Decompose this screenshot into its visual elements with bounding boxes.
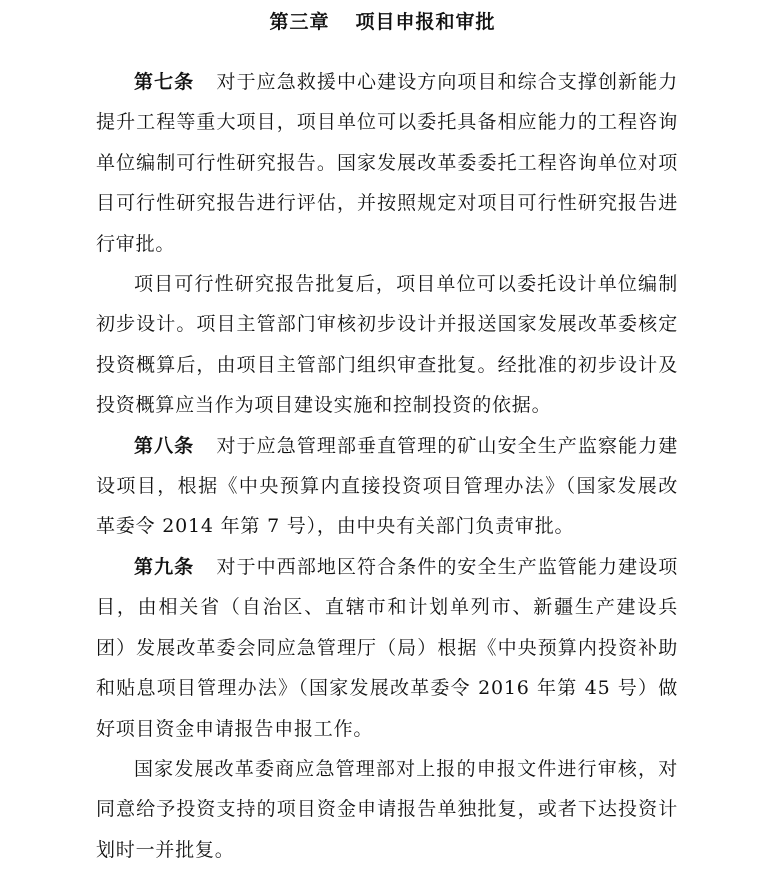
- article-7-paragraph: [96, 62, 678, 264]
- paragraph-text: 对于应急管理部垂直管理的矿山安全生产监察能力建设项目，根据《中央预算内直接投资项目管理办法》（国家发展改革委令 2014 年第 7 号），由中央有关部门负责审批。: [96, 434, 678, 538]
- article-8-paragraph: [96, 426, 678, 547]
- article-number: 第八条: [134, 434, 195, 457]
- paragraph-text: 对于中西部地区符合条件的安全生产监管能力建设项目，由相关省（自治区、直辖市和计划单列市、新疆生产建设兵团）发展改革委会同应急管理厅（局）根据《中央预算内投资补助和贴息项目管理办法》（国家发展改革委令 2016 年第 45 号）做好项目资金申请报告申报工作。: [96, 555, 678, 740]
- chapter-title: 项目申报和审批: [355, 11, 496, 33]
- paragraph-text: 项目可行性研究报告批复后，项目单位可以委托设计单位编制初步设计。项目主管部门审核初步设计并报送国家发展改革委核定投资概算后，由项目主管部门组织审查批复。经批准的初步设计及投资概算应当作为项目建设实施和控制投资的依据。: [96, 273, 678, 417]
- chapter-number: 第三章: [269, 11, 330, 33]
- paragraph-text: 对于应急救援中心建设方向项目和综合支撑创新能力提升工程等重大项目，项目单位可以委托具备相应能力的工程咨询单位编制可行性研究报告。国家发展改革委委托工程咨询单位对项目可行性研究报告进行评估，并按照规定对项目可行性研究报告进行审批。: [96, 71, 678, 255]
- article-9-continuation-paragraph: [96, 749, 678, 870]
- chapter-heading: [0, 8, 765, 36]
- paragraph-text: 国家发展改革委商应急管理部对上报的申报文件进行审核，对同意给予投资支持的项目资金申请报告单独批复，或者下达投资计划时一并批复。: [96, 757, 678, 861]
- article-9-paragraph: [96, 547, 678, 749]
- chapter-body: [96, 62, 678, 870]
- article-number: 第九条: [134, 555, 195, 578]
- article-7-continuation-paragraph: [96, 264, 678, 426]
- article-number: 第七条: [134, 71, 195, 93]
